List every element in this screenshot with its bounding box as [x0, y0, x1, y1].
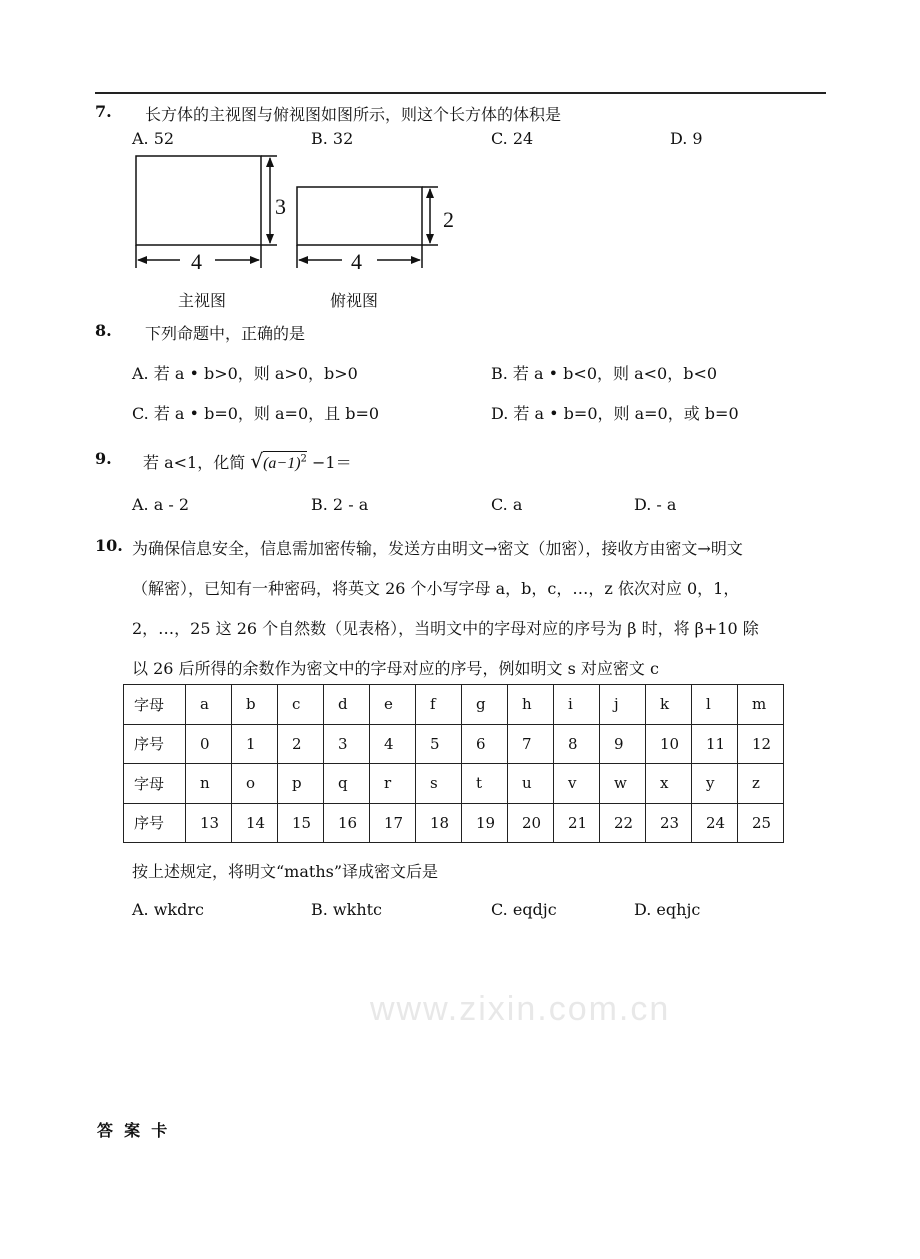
table-cell: 19	[462, 803, 508, 843]
table-cell: 1	[232, 724, 278, 764]
q7-figure	[120, 150, 480, 275]
q8-text: 下列命题中，正确的是	[145, 324, 306, 343]
q10-option-a: A. wkdrc	[132, 900, 204, 919]
q9-suffix: −1＝	[311, 453, 352, 472]
table-cell: u	[508, 764, 554, 804]
table-cell: 5	[416, 724, 462, 764]
q9-option-b: B. 2 - a	[311, 495, 369, 514]
table-cell: 13	[186, 803, 232, 843]
table-cell: i	[554, 685, 600, 725]
q8-option-c: C. 若 a • b=0，则 a=0，且 b=0	[132, 404, 380, 423]
front-view-rect	[136, 156, 261, 245]
front-view-caption: 主视图	[178, 291, 227, 310]
table-cell: x	[646, 764, 692, 804]
table-row	[124, 764, 784, 804]
table-cell: q	[324, 764, 370, 804]
front-height-label: 3	[275, 194, 286, 219]
sqrt-sign: √	[250, 449, 264, 473]
q10-line-2: （解密），已知有一种密码，将英文 26 个小写字母 a，b，c，…，z 依次对应 0，1，	[132, 579, 740, 598]
table-cell: 12	[738, 724, 784, 764]
table-cell: 15	[278, 803, 324, 843]
table-cell: 8	[554, 724, 600, 764]
table-cell: 22	[600, 803, 646, 843]
q9-expr: (a−1)	[263, 455, 301, 472]
table-cell: 18	[416, 803, 462, 843]
q9-option-c: C. a	[491, 495, 523, 514]
table-cell: v	[554, 764, 600, 804]
row-header: 序号	[124, 724, 186, 764]
table-cell: 23	[646, 803, 692, 843]
table-cell: c	[278, 685, 324, 725]
table-cell: e	[370, 685, 416, 725]
q10-line-3: 2，…，25 这 26 个自然数（见表格），当明文中的字母对应的序号为 β 时，将 β+10 除	[132, 619, 759, 638]
watermark: www.zixin.com.cn	[370, 990, 671, 1028]
table-cell: f	[416, 685, 462, 725]
answer-card-heading: 答 案 卡	[97, 1121, 168, 1140]
table-cell: 3	[324, 724, 370, 764]
q8-option-b: B. 若 a • b<0，则 a<0，b<0	[491, 364, 718, 383]
table-cell: h	[508, 685, 554, 725]
table-cell: 20	[508, 803, 554, 843]
table-cell: s	[416, 764, 462, 804]
table-cell: 9	[600, 724, 646, 764]
table-cell: 21	[554, 803, 600, 843]
q10-number: 10.	[95, 536, 123, 555]
table-cell: 11	[692, 724, 738, 764]
table-cell: 24	[692, 803, 738, 843]
table-cell: b	[232, 685, 278, 725]
table-cell: 16	[324, 803, 370, 843]
table-cell: 0	[186, 724, 232, 764]
row-header: 字母	[124, 685, 186, 725]
q10-option-d: D. eqhjc	[634, 900, 701, 919]
cipher-table	[123, 684, 784, 843]
table-cell: n	[186, 764, 232, 804]
q7-option-d: D. 9	[670, 129, 703, 148]
q9-exponent: 2	[300, 453, 307, 465]
top-view-rect	[297, 187, 422, 245]
q10-option-b: B. wkhtc	[311, 900, 383, 919]
q7-option-a: A. 52	[132, 129, 175, 148]
q8-option-d: D. 若 a • b=0，则 a=0，或 b=0	[491, 404, 739, 423]
table-cell: 17	[370, 803, 416, 843]
table-cell: p	[278, 764, 324, 804]
table-cell: j	[600, 685, 646, 725]
row-header: 字母	[124, 764, 186, 804]
row-header: 序号	[124, 803, 186, 843]
q8-number: 8.	[95, 321, 112, 340]
table-cell: g	[462, 685, 508, 725]
table-cell: 2	[278, 724, 324, 764]
table-cell: w	[600, 764, 646, 804]
q10-option-c: C. eqdjc	[491, 900, 557, 919]
table-cell: y	[692, 764, 738, 804]
q9-number: 9.	[95, 449, 112, 468]
table-row	[124, 803, 784, 843]
table-cell: m	[738, 685, 784, 725]
table-cell: o	[232, 764, 278, 804]
table-row	[124, 685, 784, 725]
table-cell: r	[370, 764, 416, 804]
q7-option-c: C. 24	[491, 129, 534, 148]
table-cell: z	[738, 764, 784, 804]
table-cell: 7	[508, 724, 554, 764]
q10-line-4: 以 26 后所得的余数作为密文中的字母对应的序号，例如明文 s 对应密文 c	[132, 659, 659, 678]
front-width-label: 4	[191, 249, 202, 274]
top-width-label: 4	[351, 249, 362, 274]
table-cell: 25	[738, 803, 784, 843]
q9-option-a: A. a - 2	[132, 495, 190, 514]
q10-question: 按上述规定，将明文“maths”译成密文后是	[132, 862, 439, 881]
q9-prefix: 若 a<1，化简	[143, 453, 246, 472]
table-cell: d	[324, 685, 370, 725]
top-height-label: 2	[443, 207, 454, 232]
table-cell: a	[186, 685, 232, 725]
header-rule	[95, 92, 826, 94]
table-cell: k	[646, 685, 692, 725]
table-cell: 10	[646, 724, 692, 764]
table-cell: 6	[462, 724, 508, 764]
table-cell: 14	[232, 803, 278, 843]
table-cell: 4	[370, 724, 416, 764]
q7-option-b: B. 32	[311, 129, 354, 148]
top-view-caption: 俯视图	[330, 291, 379, 310]
table-cell: t	[462, 764, 508, 804]
q9-question	[143, 449, 352, 473]
q9-option-d: D. - a	[634, 495, 677, 514]
q9-radicand	[263, 451, 307, 472]
q10-line-1: 为确保信息安全，信息需加密传输，发送方由明文→密文（加密），接收方由密文→明文	[132, 539, 743, 558]
q8-option-a: A. 若 a • b>0，则 a>0，b>0	[132, 364, 358, 383]
q7-number: 7.	[95, 102, 112, 121]
table-cell: l	[692, 685, 738, 725]
q7-text: 长方体的主视图与俯视图如图所示，则这个长方体的体积是	[145, 105, 562, 124]
table-row	[124, 724, 784, 764]
